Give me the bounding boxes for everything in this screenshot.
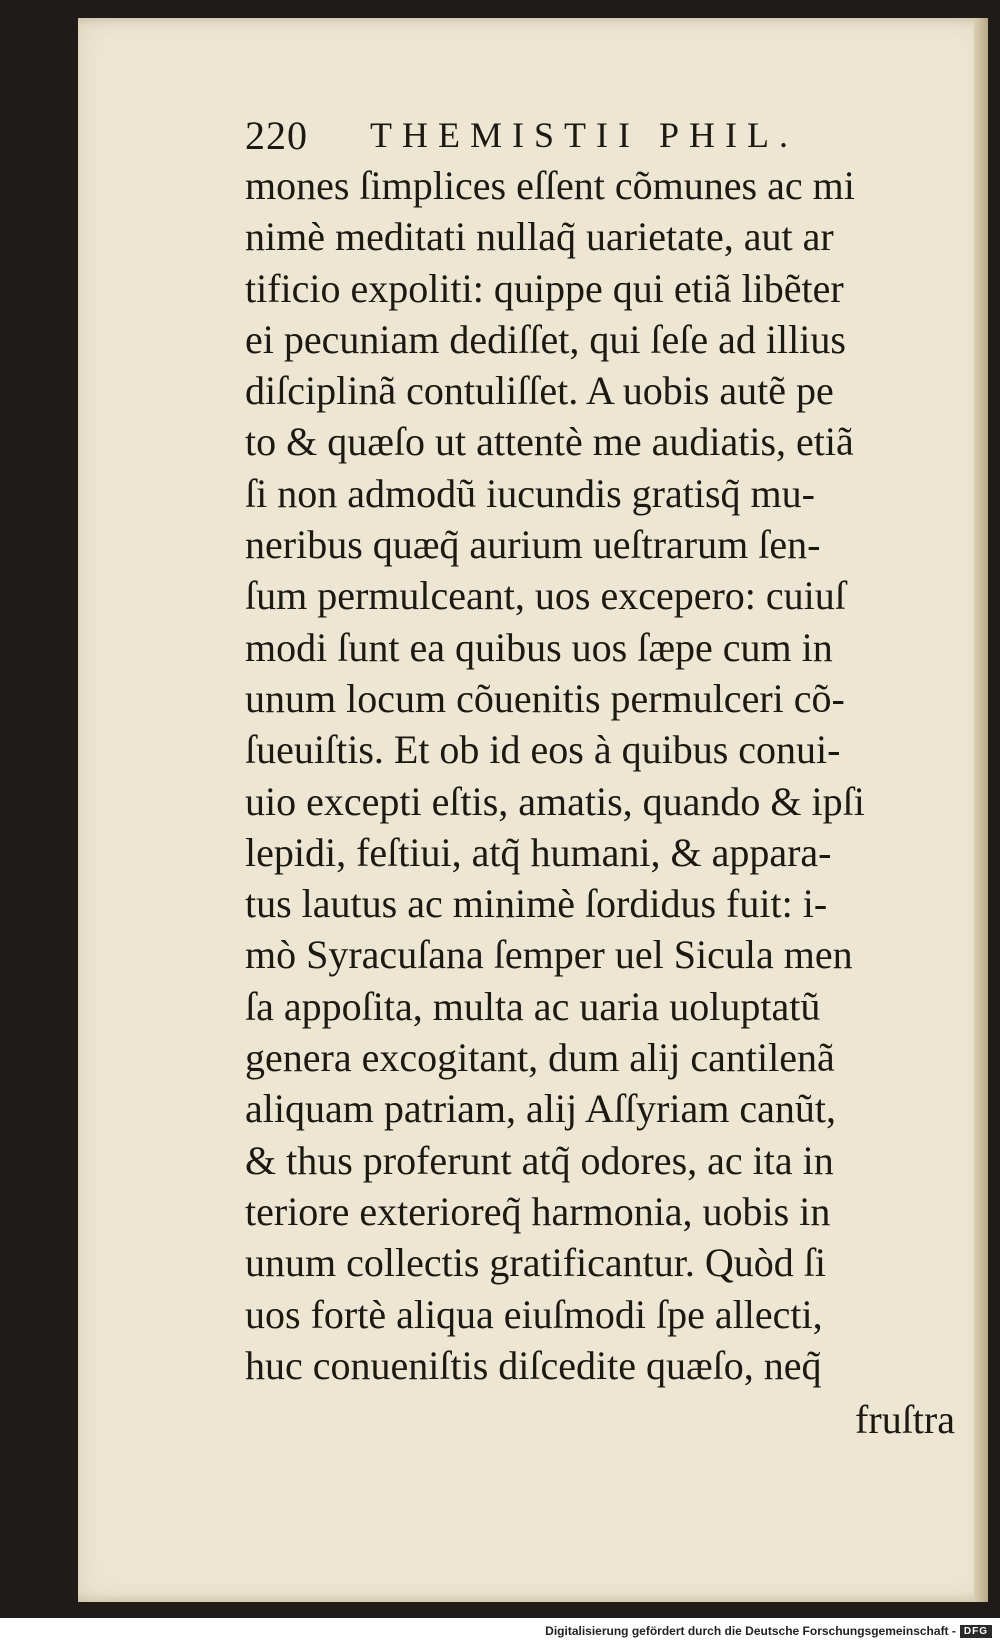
text-line: genera excogitant, dum alij cantilenã — [245, 1035, 835, 1081]
text-line: to & quæſo ut attentè me audiatis, etiã — [245, 419, 854, 465]
text-line: ſi non admodũ iucundis gratisq̃ mu- — [245, 470, 815, 516]
text-line: neribus quæq̃ aurium ueſtrarum ſen- — [245, 522, 821, 568]
page-number: 220 — [245, 112, 308, 158]
text-line: unum locum cõuenitis permulceri cõ- — [245, 675, 845, 721]
text-line: uos fortè aliqua eiuſmodi ſpe allecti, — [245, 1291, 823, 1337]
text-line: tus lautus ac minimè ſordidus fuit: i- — [245, 881, 828, 927]
text-line: & thus proferunt atq̃ odores, ac ita in — [245, 1137, 834, 1183]
text-line: unum collectis gratificantur. Quòd ſi — [245, 1240, 826, 1286]
text-line: modi ſunt ea quibus uos ſæpe cum in — [245, 624, 833, 670]
running-head — [245, 110, 885, 160]
text-line: ſa appoſita, multa ac uaria uoluptatũ — [245, 983, 821, 1029]
text-line: nimè meditati nullaq̃ uarietate, aut ar — [245, 214, 834, 260]
text-line: mò Syracuſana ſemper uel Sicula men — [245, 932, 853, 978]
text-line: ſueuiſtis. Et ob id eos à quibus conui- — [245, 727, 841, 773]
digitization-footer — [0, 1618, 1000, 1644]
text-line: aliquam patriam, alij Aſſyriam canũt, — [245, 1086, 836, 1132]
catchword: fruſtra — [855, 1397, 955, 1442]
text-line: huc conueniſtis diſcedite quæſo, neq̃ — [245, 1342, 822, 1388]
funding-credit: Digitalisierung gefördert durch die Deutsche Forschungsgemeinschaft - — [545, 1624, 956, 1638]
dfg-logo: DFG — [960, 1625, 992, 1638]
text-line: ei pecuniam dediſſet, qui ſeſe ad illius — [245, 316, 846, 362]
text-line: lepidi, feſtiui, atq̃ humani, & appara- — [245, 829, 832, 875]
body-text — [245, 160, 965, 1391]
running-head-title: THEMISTII PHIL. — [370, 115, 798, 155]
text-line: tificio expoliti: quippe qui etiã libẽter — [245, 265, 844, 311]
page-edge — [974, 18, 988, 1602]
text-line: diſciplinã contuliſſet. A uobis autẽ pe — [245, 368, 834, 414]
text-line: uio excepti eſtis, amatis, quando & ipſi — [245, 778, 865, 824]
text-line: ſum permulceant, uos excepero: cuiuſ — [245, 573, 846, 619]
text-line: mones ſimplices eſſent cõmunes ac mi — [245, 163, 855, 208]
text-line: teriore exterioreq̃ harmonia, uobis in — [245, 1188, 831, 1234]
